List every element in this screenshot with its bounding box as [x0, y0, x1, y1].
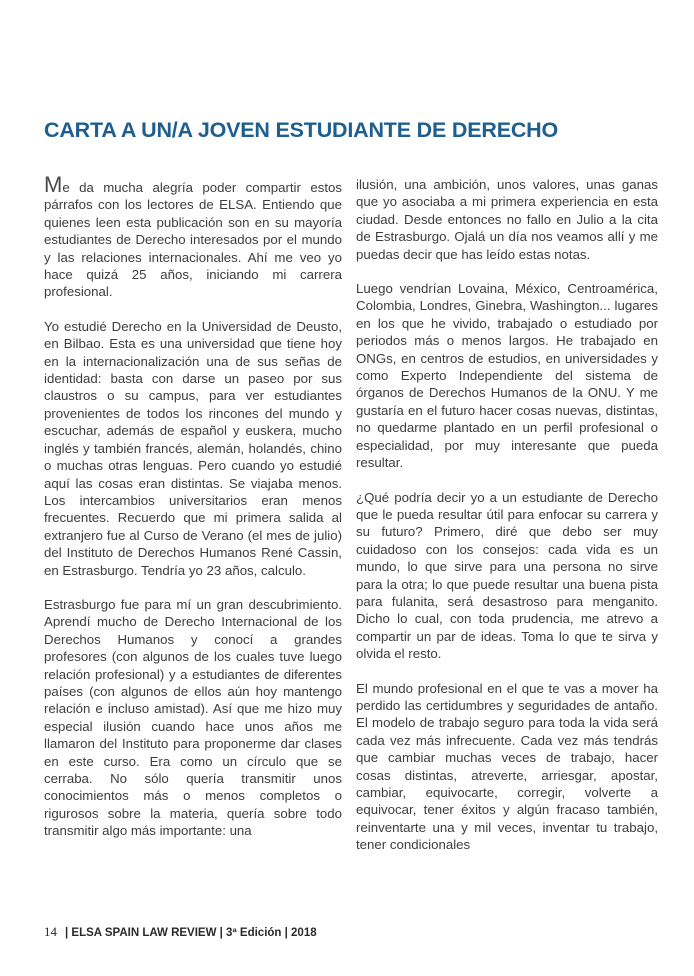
drop-cap: M	[44, 172, 63, 197]
paragraph-6: ¿Qué podría decir yo a un estudiante de Derecho que le pueda resultar útil para enfocar su carrera y su futuro? Primero, diré que debo ser muy cuidadoso con los consejos: cada vida es un mundo, lo que sirve para una persona no sirve para la otra; lo que puede resultar una buena pista para fulanita, será desastroso para menganito. Dicho lo cual, con toda prudencia, me atrevo a compartir un par de ideas. Toma lo que te sirva y olvida el resto.	[356, 489, 658, 662]
paragraph-5: Luego vendrían Lovaina, México, Centroamérica, Colombia, Londres, Ginebra, Washington... lugares en los que he vivido, trabajado o estudiado por periodos más o menos largos. He trabajado en ONGs, en centros de estudios, en universidades y como Experto Independiente del sistema de órganos de Derechos Humanos de la ONU. Y me gustaría en el futuro hacer cosas nuevas, distintas, no quedarme plantado en un perfil profesional o especialidad, por muy interesante que pueda resultar.	[356, 281, 658, 471]
right-column	[356, 176, 658, 871]
page-number: 14	[44, 924, 57, 939]
paragraph-3: Estrasburgo fue para mí un gran descubrimiento. Aprendí mucho de Derecho Internacional de los Derechos Humanos y conocí a grandes profesores (con algunos de los cuales tuve luego relación profesional) y a estudiantes de diferentes países (con algunos de ellos aún hoy mantengo relación e incluso amistad). Así que me hizo muy especial ilusión cuando hace unos años me llamaron del Instituto para proponerme dar clases en este curso. Era como un círculo que se cerraba. No sólo quería transmitir unos conocimientos más o menos completos o rigurosos sobre la materia, quería sobre todo transmitir algo más importante: una	[44, 596, 342, 839]
article-title: CARTA A UN/A JOVEN ESTUDIANTE DE DERECHO	[44, 118, 559, 142]
page-footer	[44, 924, 317, 940]
paragraph-2: Yo estudié Derecho en la Universidad de Deusto, en Bilbao. Esta es una universidad que tiene hoy en la internacionalización una de sus señas de identidad: basta con darse un paseo por sus claustros o su campus, para ver estudiantes provenientes de todos los rincones del mundo y escuchar, además de español y euskera, mucho inglés y también francés, alemán, holandés, chino o muchas otras lenguas. Pero cuando yo estudié aquí las cosas eran distintas. Se viajaba menos. Los intercambios universitarios eran menos frecuentes. Recuerdo que mi primera salida al extranjero fue al Curso de Verano (el mes de julio) del Instituto de Derechos Humanos René Cassin, en Estrasburgo. Tendría yo 23 años, calculo.	[44, 318, 342, 578]
paragraph-1	[44, 172, 342, 301]
left-column	[44, 172, 342, 857]
paragraph-7: El mundo profesional en el que te vas a mover ha perdido las certidumbres y seguridades de antaño. El modelo de trabajo seguro para toda la vida será cada vez más infrecuente. Cada vez más tendrás que cambiar muchas veces de trabajo, hacer cosas distintas, atreverte, arriesgar, apostar, cambiar, equivocarte, corregir, volverte a equivocar, tener éxitos y algún fracaso también, reinventarte una y mil veces, inventar tu trabajo, tener condicionales	[356, 680, 658, 853]
paragraph-4: ilusión, una ambición, unos valores, unas ganas que yo asociaba a mi primera experiencia en esta ciudad. Desde entonces no fallo en Julio a la cita de Estrasburgo. Ojalá un día nos veamos allí y me puedas decir que has leído estas notas.	[356, 177, 658, 262]
paragraph-1-text: e da mucha alegría poder compartir estos párrafos con los lectores de ELSA. Entiendo que quienes leen esta publicación son en su mayoría estudiantes de Derecho interesados por el mundo y las relaciones internacionales. Ahí me veo yo hace quizá 25 años, iniciando mi carrera profesional.	[44, 180, 342, 300]
publication-info: | ELSA SPAIN LAW REVIEW | 3ª Edición | 2018	[65, 927, 317, 939]
